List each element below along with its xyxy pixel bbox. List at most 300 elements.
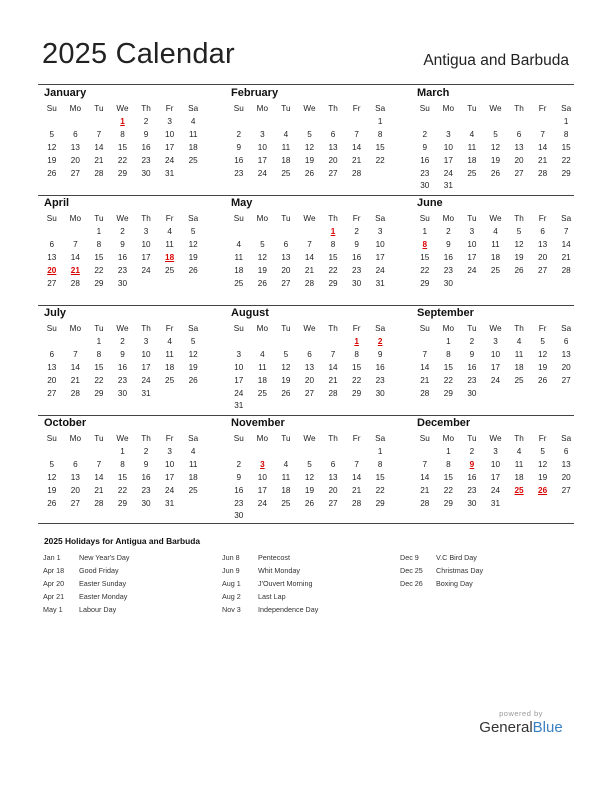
day-cell[interactable]: 25: [490, 265, 501, 275]
day-cell[interactable]: 24: [141, 265, 151, 275]
day-cell[interactable]: 22: [117, 155, 128, 165]
day-cell[interactable]: 29: [561, 168, 571, 178]
day-cell[interactable]: 16: [234, 485, 244, 495]
day-cell[interactable]: 6: [563, 446, 569, 456]
day-cell[interactable]: 21: [420, 485, 430, 495]
day-cell[interactable]: 10: [141, 239, 151, 249]
day-cell[interactable]: 2: [143, 116, 149, 126]
day-cell[interactable]: 5: [283, 349, 289, 359]
day-cell[interactable]: 30: [117, 388, 128, 398]
day-cell[interactable]: 30: [141, 498, 151, 508]
day-cell[interactable]: 9: [446, 239, 451, 249]
day-cell[interactable]: 22: [328, 265, 338, 275]
day-cell[interactable]: 8: [377, 459, 383, 469]
day-cell[interactable]: 7: [540, 129, 545, 139]
day-cell[interactable]: 10: [165, 459, 175, 469]
day-cell[interactable]: 25: [188, 155, 198, 165]
day-cell[interactable]: 6: [73, 129, 78, 139]
day-cell[interactable]: 19: [514, 252, 524, 262]
day-cell[interactable]: 4: [283, 129, 289, 139]
day-cell[interactable]: 15: [443, 472, 453, 482]
day-cell[interactable]: 11: [165, 239, 174, 249]
day-cell[interactable]: 3: [167, 116, 172, 126]
day-cell[interactable]: 8: [96, 349, 102, 359]
day-cell[interactable]: 22: [561, 155, 571, 165]
day-cell[interactable]: 9: [236, 472, 242, 482]
day-cell[interactable]: 14: [538, 142, 548, 152]
day-cell[interactable]: 9: [120, 349, 125, 359]
day-cell[interactable]: 28: [304, 278, 315, 288]
day-cell[interactable]: 1: [377, 446, 383, 456]
day-cell[interactable]: 29: [352, 388, 362, 398]
day-cell[interactable]: 26: [188, 265, 198, 275]
day-cell[interactable]: 11: [281, 142, 291, 152]
day-cell[interactable]: 6: [307, 349, 312, 359]
day-cell[interactable]: 25: [281, 498, 291, 508]
day-cell[interactable]: 2: [469, 336, 475, 346]
day-cell[interactable]: 26: [304, 498, 315, 508]
day-cell[interactable]: 28: [352, 168, 362, 178]
day-cell[interactable]: 11: [491, 239, 500, 249]
day-cell[interactable]: 7: [563, 226, 569, 236]
day-cell[interactable]: 12: [538, 459, 548, 469]
day-cell[interactable]: 2: [120, 336, 125, 346]
day-cell[interactable]: 20: [328, 155, 338, 165]
day-cell[interactable]: 15: [420, 252, 430, 262]
day-cell[interactable]: 14: [561, 239, 571, 249]
day-cell[interactable]: 29: [375, 498, 385, 508]
day-cell[interactable]: 9: [469, 349, 475, 359]
day-cell[interactable]: 1: [96, 226, 102, 236]
day-cell[interactable]: 25: [514, 375, 524, 385]
day-cell[interactable]: 30: [352, 278, 362, 288]
day-cell[interactable]: 4: [516, 336, 522, 346]
day-cell[interactable]: 26: [47, 168, 57, 178]
day-cell[interactable]: 22: [94, 265, 104, 275]
day-cell[interactable]: 6: [330, 129, 336, 139]
day-cell[interactable]: 3: [377, 226, 383, 236]
day-cell[interactable]: 15: [443, 362, 453, 372]
day-cell[interactable]: 11: [514, 459, 524, 469]
day-cell[interactable]: 15: [328, 252, 338, 262]
day-cell[interactable]: 27: [561, 485, 571, 495]
day-cell[interactable]: 17: [467, 252, 477, 262]
day-cell[interactable]: 27: [47, 278, 57, 288]
day-cell[interactable]: 17: [443, 155, 453, 165]
day-cell[interactable]: 10: [375, 239, 385, 249]
day-cell[interactable]: 5: [49, 459, 55, 469]
day-cell[interactable]: 4: [283, 459, 289, 469]
day-cell[interactable]: 28: [538, 168, 548, 178]
day-cell[interactable]: 12: [538, 349, 548, 359]
day-cell[interactable]: 12: [47, 472, 57, 482]
day-cell[interactable]: 6: [516, 129, 522, 139]
day-cell[interactable]: 8: [446, 459, 451, 469]
day-cell[interactable]: 20: [304, 375, 315, 385]
day-cell[interactable]: 29: [328, 278, 338, 288]
day-cell[interactable]: 4: [236, 239, 242, 249]
day-cell[interactable]: 15: [375, 472, 385, 482]
day-cell[interactable]: 9: [236, 142, 242, 152]
holiday-day-cell[interactable]: 2: [377, 336, 383, 346]
day-cell[interactable]: 28: [328, 388, 338, 398]
day-cell[interactable]: 23: [117, 265, 128, 275]
day-cell[interactable]: 14: [420, 472, 430, 482]
holiday-day-cell[interactable]: 1: [354, 336, 359, 346]
day-cell[interactable]: 21: [352, 155, 362, 165]
day-cell[interactable]: 6: [49, 239, 55, 249]
day-cell[interactable]: 20: [70, 485, 80, 495]
day-cell[interactable]: 27: [538, 265, 548, 275]
day-cell[interactable]: 2: [446, 226, 451, 236]
day-cell[interactable]: 2: [236, 459, 242, 469]
day-cell[interactable]: 16: [117, 362, 128, 372]
day-cell[interactable]: 16: [352, 252, 362, 262]
day-cell[interactable]: 11: [188, 129, 198, 139]
holiday-day-cell[interactable]: 3: [260, 459, 265, 469]
day-cell[interactable]: 12: [188, 239, 198, 249]
day-cell[interactable]: 18: [281, 485, 291, 495]
day-cell[interactable]: 14: [328, 362, 338, 372]
day-cell[interactable]: 10: [234, 362, 244, 372]
day-cell[interactable]: 30: [234, 511, 244, 521]
day-cell[interactable]: 30: [443, 278, 453, 288]
day-cell[interactable]: 27: [328, 168, 338, 178]
day-cell[interactable]: 12: [304, 472, 315, 482]
day-cell[interactable]: 21: [420, 375, 430, 385]
holiday-day-cell[interactable]: 20: [47, 265, 57, 275]
day-cell[interactable]: 11: [467, 142, 477, 152]
day-cell[interactable]: 30: [117, 278, 128, 288]
day-cell[interactable]: 20: [70, 155, 80, 165]
day-cell[interactable]: 13: [70, 142, 80, 152]
day-cell[interactable]: 2: [143, 446, 149, 456]
day-cell[interactable]: 15: [561, 142, 571, 152]
day-cell[interactable]: 11: [258, 362, 267, 372]
day-cell[interactable]: 25: [188, 485, 198, 495]
day-cell[interactable]: 11: [234, 252, 244, 262]
holiday-day-cell[interactable]: 1: [330, 226, 336, 236]
day-cell[interactable]: 22: [420, 265, 430, 275]
day-cell[interactable]: 10: [141, 349, 151, 359]
day-cell[interactable]: 4: [190, 116, 196, 126]
day-cell[interactable]: 4: [167, 226, 172, 236]
day-cell[interactable]: 18: [234, 265, 244, 275]
day-cell[interactable]: 2: [236, 129, 242, 139]
day-cell[interactable]: 5: [49, 129, 55, 139]
day-cell[interactable]: 26: [257, 278, 267, 288]
day-cell[interactable]: 19: [47, 485, 57, 495]
day-cell[interactable]: 18: [514, 362, 524, 372]
day-cell[interactable]: 26: [281, 388, 291, 398]
day-cell[interactable]: 9: [422, 142, 428, 152]
day-cell[interactable]: 17: [141, 252, 151, 262]
day-cell[interactable]: 10: [490, 349, 501, 359]
day-cell[interactable]: 1: [563, 116, 569, 126]
day-cell[interactable]: 5: [190, 336, 196, 346]
day-cell[interactable]: 4: [167, 336, 172, 346]
day-cell[interactable]: 9: [120, 239, 125, 249]
day-cell[interactable]: 18: [490, 252, 501, 262]
day-cell[interactable]: 18: [467, 155, 477, 165]
day-cell[interactable]: 11: [188, 459, 198, 469]
day-cell[interactable]: 20: [561, 362, 571, 372]
day-cell[interactable]: 14: [352, 472, 362, 482]
day-cell[interactable]: 19: [304, 155, 315, 165]
day-cell[interactable]: 17: [257, 155, 267, 165]
day-cell[interactable]: 7: [307, 239, 312, 249]
day-cell[interactable]: 27: [304, 388, 315, 398]
day-cell[interactable]: 10: [257, 142, 267, 152]
day-cell[interactable]: 27: [514, 168, 524, 178]
day-cell[interactable]: 23: [352, 265, 362, 275]
day-cell[interactable]: 24: [165, 485, 175, 495]
day-cell[interactable]: 20: [514, 155, 524, 165]
day-cell[interactable]: 7: [354, 129, 359, 139]
day-cell[interactable]: 31: [165, 498, 175, 508]
day-cell[interactable]: 9: [354, 239, 359, 249]
day-cell[interactable]: 3: [143, 336, 149, 346]
day-cell[interactable]: 10: [467, 239, 477, 249]
day-cell[interactable]: 23: [234, 498, 244, 508]
day-cell[interactable]: 27: [561, 375, 571, 385]
day-cell[interactable]: 14: [94, 472, 104, 482]
day-cell[interactable]: 1: [446, 446, 451, 456]
day-cell[interactable]: 19: [188, 362, 198, 372]
day-cell[interactable]: 24: [467, 265, 477, 275]
day-cell[interactable]: 6: [563, 336, 569, 346]
holiday-day-cell[interactable]: 25: [514, 485, 524, 495]
day-cell[interactable]: 18: [281, 155, 291, 165]
day-cell[interactable]: 8: [120, 459, 125, 469]
day-cell[interactable]: 23: [117, 375, 128, 385]
day-cell[interactable]: 22: [94, 375, 104, 385]
day-cell[interactable]: 12: [304, 142, 315, 152]
day-cell[interactable]: 27: [328, 498, 338, 508]
day-cell[interactable]: 8: [96, 239, 102, 249]
day-cell[interactable]: 24: [257, 498, 267, 508]
day-cell[interactable]: 8: [330, 239, 336, 249]
day-cell[interactable]: 30: [420, 181, 430, 191]
day-cell[interactable]: 12: [257, 252, 267, 262]
day-cell[interactable]: 22: [375, 155, 385, 165]
day-cell[interactable]: 16: [117, 252, 128, 262]
day-cell[interactable]: 7: [73, 239, 78, 249]
day-cell[interactable]: 26: [47, 498, 57, 508]
day-cell[interactable]: 20: [538, 252, 548, 262]
day-cell[interactable]: 24: [234, 388, 244, 398]
day-cell[interactable]: 5: [540, 446, 545, 456]
day-cell[interactable]: 20: [281, 265, 291, 275]
day-cell[interactable]: 24: [257, 168, 267, 178]
day-cell[interactable]: 4: [190, 446, 196, 456]
day-cell[interactable]: 15: [94, 362, 104, 372]
day-cell[interactable]: 28: [70, 278, 80, 288]
day-cell[interactable]: 24: [490, 375, 501, 385]
day-cell[interactable]: 31: [443, 181, 453, 191]
day-cell[interactable]: 3: [260, 129, 265, 139]
day-cell[interactable]: 13: [281, 252, 291, 262]
day-cell[interactable]: 10: [490, 459, 501, 469]
day-cell[interactable]: 21: [304, 265, 315, 275]
day-cell[interactable]: 28: [420, 388, 430, 398]
day-cell[interactable]: 7: [330, 349, 336, 359]
day-cell[interactable]: 8: [563, 129, 569, 139]
day-cell[interactable]: 2: [422, 129, 428, 139]
holiday-day-cell[interactable]: 1: [120, 116, 125, 126]
day-cell[interactable]: 26: [514, 265, 524, 275]
day-cell[interactable]: 31: [165, 168, 175, 178]
day-cell[interactable]: 1: [446, 336, 451, 346]
day-cell[interactable]: 17: [234, 375, 244, 385]
day-cell[interactable]: 14: [94, 142, 104, 152]
day-cell[interactable]: 4: [516, 446, 522, 456]
day-cell[interactable]: 24: [490, 485, 501, 495]
day-cell[interactable]: 17: [490, 362, 501, 372]
day-cell[interactable]: 27: [70, 168, 80, 178]
day-cell[interactable]: 22: [117, 485, 128, 495]
day-cell[interactable]: 28: [94, 498, 104, 508]
day-cell[interactable]: 27: [281, 278, 291, 288]
day-cell[interactable]: 24: [443, 168, 453, 178]
day-cell[interactable]: 2: [354, 226, 359, 236]
day-cell[interactable]: 19: [538, 472, 548, 482]
day-cell[interactable]: 18: [257, 375, 267, 385]
day-cell[interactable]: 17: [490, 472, 501, 482]
day-cell[interactable]: 12: [514, 239, 524, 249]
day-cell[interactable]: 17: [165, 472, 175, 482]
holiday-day-cell[interactable]: 21: [70, 265, 80, 275]
day-cell[interactable]: 3: [446, 129, 451, 139]
day-cell[interactable]: 3: [493, 446, 498, 456]
day-cell[interactable]: 23: [141, 155, 151, 165]
day-cell[interactable]: 18: [188, 142, 198, 152]
day-cell[interactable]: 29: [443, 498, 453, 508]
day-cell[interactable]: 26: [490, 168, 501, 178]
day-cell[interactable]: 30: [375, 388, 385, 398]
day-cell[interactable]: 1: [377, 116, 383, 126]
day-cell[interactable]: 25: [257, 388, 267, 398]
day-cell[interactable]: 13: [561, 459, 571, 469]
holiday-day-cell[interactable]: 26: [538, 485, 548, 495]
day-cell[interactable]: 14: [70, 362, 80, 372]
day-cell[interactable]: 18: [514, 472, 524, 482]
day-cell[interactable]: 23: [234, 168, 244, 178]
day-cell[interactable]: 19: [281, 375, 291, 385]
day-cell[interactable]: 20: [47, 375, 57, 385]
day-cell[interactable]: 1: [96, 336, 102, 346]
day-cell[interactable]: 31: [141, 388, 151, 398]
day-cell[interactable]: 7: [73, 349, 78, 359]
day-cell[interactable]: 23: [141, 485, 151, 495]
day-cell[interactable]: 22: [443, 485, 453, 495]
day-cell[interactable]: 6: [283, 239, 289, 249]
day-cell[interactable]: 27: [47, 388, 57, 398]
day-cell[interactable]: 3: [236, 349, 242, 359]
day-cell[interactable]: 17: [257, 485, 267, 495]
day-cell[interactable]: 18: [165, 362, 175, 372]
day-cell[interactable]: 20: [561, 472, 571, 482]
day-cell[interactable]: 19: [188, 252, 198, 262]
day-cell[interactable]: 1: [120, 446, 125, 456]
day-cell[interactable]: 5: [260, 239, 265, 249]
day-cell[interactable]: 14: [304, 252, 315, 262]
day-cell[interactable]: 23: [420, 168, 430, 178]
day-cell[interactable]: 5: [516, 226, 522, 236]
day-cell[interactable]: 16: [420, 155, 430, 165]
day-cell[interactable]: 5: [493, 129, 498, 139]
day-cell[interactable]: 6: [330, 459, 336, 469]
day-cell[interactable]: 11: [281, 472, 291, 482]
day-cell[interactable]: 4: [493, 226, 498, 236]
day-cell[interactable]: 27: [70, 498, 80, 508]
day-cell[interactable]: 29: [117, 498, 128, 508]
day-cell[interactable]: 21: [94, 155, 104, 165]
day-cell[interactable]: 19: [304, 485, 315, 495]
day-cell[interactable]: 24: [141, 375, 151, 385]
day-cell[interactable]: 17: [141, 362, 151, 372]
day-cell[interactable]: 24: [375, 265, 385, 275]
day-cell[interactable]: 31: [234, 401, 244, 411]
day-cell[interactable]: 24: [165, 155, 175, 165]
day-cell[interactable]: 15: [117, 142, 128, 152]
day-cell[interactable]: 6: [49, 349, 55, 359]
day-cell[interactable]: 21: [328, 375, 338, 385]
day-cell[interactable]: 17: [375, 252, 385, 262]
day-cell[interactable]: 10: [165, 129, 175, 139]
day-cell[interactable]: 23: [467, 375, 477, 385]
day-cell[interactable]: 12: [188, 349, 198, 359]
day-cell[interactable]: 9: [143, 129, 149, 139]
day-cell[interactable]: 13: [47, 362, 57, 372]
day-cell[interactable]: 21: [538, 155, 548, 165]
day-cell[interactable]: 16: [467, 472, 477, 482]
day-cell[interactable]: 25: [281, 168, 291, 178]
day-cell[interactable]: 30: [467, 388, 477, 398]
day-cell[interactable]: 26: [304, 168, 315, 178]
day-cell[interactable]: 21: [352, 485, 362, 495]
day-cell[interactable]: 16: [467, 362, 477, 372]
day-cell[interactable]: 13: [514, 142, 524, 152]
day-cell[interactable]: 29: [443, 388, 453, 398]
day-cell[interactable]: 18: [188, 472, 198, 482]
day-cell[interactable]: 5: [190, 226, 196, 236]
day-cell[interactable]: 22: [352, 375, 362, 385]
day-cell[interactable]: 21: [94, 485, 104, 495]
day-cell[interactable]: 21: [70, 375, 80, 385]
day-cell[interactable]: 2: [469, 446, 475, 456]
day-cell[interactable]: 5: [540, 336, 545, 346]
day-cell[interactable]: 9: [377, 349, 383, 359]
day-cell[interactable]: 5: [307, 129, 312, 139]
day-cell[interactable]: 6: [540, 226, 545, 236]
day-cell[interactable]: 12: [490, 142, 501, 152]
day-cell[interactable]: 4: [469, 129, 475, 139]
day-cell[interactable]: 8: [377, 129, 383, 139]
holiday-day-cell[interactable]: 8: [422, 239, 428, 249]
day-cell[interactable]: 7: [422, 349, 428, 359]
day-cell[interactable]: 19: [257, 265, 267, 275]
day-cell[interactable]: 7: [96, 459, 102, 469]
day-cell[interactable]: 14: [352, 142, 362, 152]
day-cell[interactable]: 15: [352, 362, 362, 372]
day-cell[interactable]: 6: [73, 459, 78, 469]
day-cell[interactable]: 19: [47, 155, 57, 165]
day-cell[interactable]: 21: [561, 252, 571, 262]
day-cell[interactable]: 3: [469, 226, 475, 236]
day-cell[interactable]: 13: [561, 349, 571, 359]
day-cell[interactable]: 28: [94, 168, 104, 178]
